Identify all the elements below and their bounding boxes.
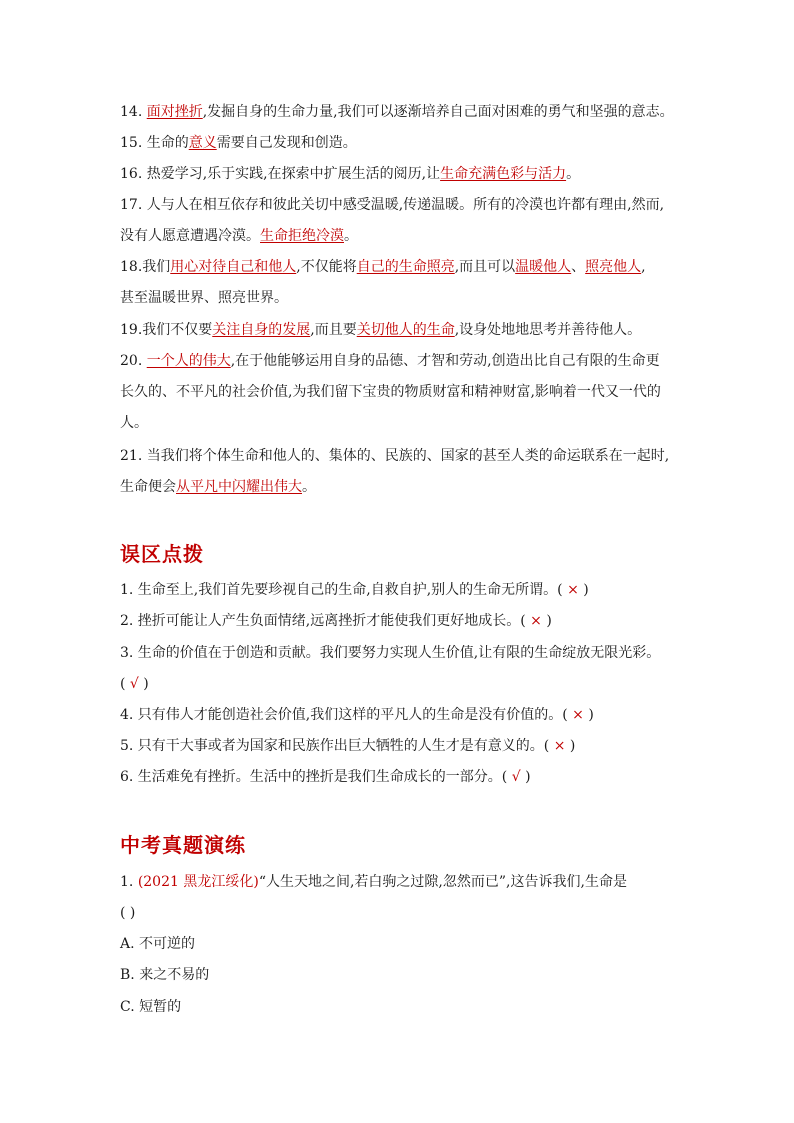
text-run: ): [138, 676, 149, 692]
item-14-line-1: [120, 102, 674, 122]
text-run: ): [520, 769, 531, 785]
item-18-line-2: [120, 288, 288, 308]
text-run: “人生天地之间,若白驹之过隙,忽然而已”,这告诉我们,生命是: [258, 874, 627, 890]
misconception-5: [120, 736, 575, 756]
exam-option-c: [120, 997, 181, 1017]
answer-highlight: 用心对待自己和他人: [170, 259, 297, 275]
text-run: 2. 挫折可能让人产生负面情绪,远离挫折才能使我们更好地成长。(: [120, 613, 531, 629]
text-run: 18.我们: [120, 259, 171, 275]
text-run: 甚至温暖世界、照亮世界。: [120, 290, 288, 306]
text-run: C. 短暂的: [120, 999, 182, 1015]
item-21-line-2: [120, 477, 316, 497]
misconception-3-line-2: [120, 674, 149, 694]
text-run: ,发掘自身的生命力量,我们可以逐渐培养自己面对困难的勇气和坚强的意志。: [202, 104, 674, 120]
text-run: 需要自己发现和创造。: [216, 135, 357, 151]
misconception-3-line-1: [120, 643, 660, 663]
text-run: ( ): [120, 905, 136, 921]
text-run: 。: [302, 479, 316, 495]
misconception-2: [120, 611, 552, 631]
text-run: ,不仅能将: [296, 259, 357, 275]
text-run: ): [578, 582, 589, 598]
answer-mark: ×: [567, 582, 579, 598]
item-20-line-2: [120, 382, 661, 402]
answer-highlight: 生命拒绝冷漠: [260, 228, 344, 244]
text-run: ): [583, 707, 594, 723]
text-run: 4. 只有伟人才能创造社会价值,我们这样的平凡人的生命是没有价值的。(: [120, 707, 573, 723]
answer-mark: (2021 黑龙江绥化): [137, 874, 259, 890]
answer-highlight: 一个人的伟大: [146, 353, 231, 369]
text-run: B. 来之不易的: [120, 967, 210, 983]
answer-mark: ×: [572, 707, 584, 723]
text-run: 。: [566, 166, 581, 182]
answer-mark: √: [511, 769, 521, 785]
answer-highlight: 温暖他人: [515, 259, 572, 275]
text-run: 19.我们不仅要: [120, 322, 213, 338]
item-20-line-1: [120, 351, 660, 371]
text-run: 长久的、不平凡的社会价值,为我们留下宝贵的物质财富和精神财富,影响着一代又一代的: [120, 384, 661, 400]
item-20-line-3: [120, 413, 148, 433]
text-run: 15. 生命的: [120, 135, 189, 151]
answer-highlight: 从平凡中闪耀出伟大: [176, 479, 302, 495]
section-heading-exam-practice: 中考真题演练: [120, 833, 246, 857]
text-run: 20.: [120, 353, 147, 369]
text-run: A. 不可逆的: [120, 936, 196, 952]
misconception-4: [120, 705, 594, 725]
exam-question-1-line-2: [120, 903, 135, 923]
misconception-6: [120, 767, 531, 787]
answer-highlight: 生命充满色彩与活力: [440, 166, 567, 182]
answer-highlight: 照亮他人: [585, 259, 642, 275]
answer-highlight: 关切他人的生命: [356, 322, 455, 338]
text-run: 1.: [120, 874, 138, 890]
item-21-line-1: [120, 446, 669, 466]
answer-highlight: 面对挫折: [146, 104, 203, 120]
item-17-line-1: [120, 195, 664, 215]
text-run: 、: [571, 259, 586, 275]
answer-highlight: 关注自身的发展: [212, 322, 311, 338]
item-17-line-2: [120, 226, 358, 246]
text-run: 14.: [120, 104, 147, 120]
text-run: 生命便会: [120, 479, 176, 495]
text-run: 21. 当我们将个体生命和他人的、集体的、民族的、国家的甚至人类的命运联系在一起时,: [120, 448, 670, 464]
section-heading-misconceptions: 误区点拨: [120, 542, 204, 566]
text-run: 人。: [120, 415, 148, 431]
text-run: ,而且可以: [454, 259, 516, 275]
text-run: 17. 人与人在相互依存和彼此关切中感受温暖,传递温暖。所有的冷漠也许都有理由,然而,: [120, 197, 665, 213]
text-run: ,而且要: [310, 322, 357, 338]
item-18-line-1: [120, 257, 646, 277]
answer-mark: √: [129, 676, 139, 692]
text-run: 。: [344, 228, 358, 244]
text-run: 6. 生活难免有挫折。生活中的挫折是我们生命成长的一部分。(: [120, 769, 512, 785]
exam-question-1-line-1: [120, 872, 627, 892]
text-run: ,设身处地地思考并善待他人。: [454, 322, 642, 338]
exam-option-a: [120, 934, 195, 954]
text-run: 没有人愿意遭遇冷漠。: [120, 228, 260, 244]
text-run: 1. 生命至上,我们首先要珍视自己的生命,自救自护,别人的生命无所谓。(: [120, 582, 568, 598]
answer-mark: ×: [530, 613, 542, 629]
item-15-line-1: [120, 133, 357, 153]
text-run: ,在于他能够运用自身的品德、才智和劳动,创造出比自己有限的生命更: [230, 353, 660, 369]
text-run: ): [541, 613, 552, 629]
answer-mark: ×: [553, 738, 566, 754]
text-run: 3. 生命的价值在于创造和贡献。我们要努力实现人生价值,让有限的生命绽放无限光彩。: [120, 645, 661, 661]
text-run: ): [565, 738, 576, 754]
exam-option-b: [120, 965, 209, 985]
answer-highlight: 意义: [188, 135, 217, 151]
text-run: 5. 只有干大事或者为国家和民族作出巨大牺牲的人生才是有意义的。(: [120, 738, 554, 754]
text-run: (: [120, 676, 130, 692]
text-run: ,: [641, 259, 646, 275]
answer-highlight: 自己的生命照亮: [356, 259, 455, 275]
item-16-line-1: [120, 164, 580, 184]
item-19-line-1: [120, 320, 641, 340]
text-run: 16. 热爱学习,乐于实践,在探索中扩展生活的阅历,让: [120, 166, 441, 182]
misconception-1: [120, 580, 589, 600]
